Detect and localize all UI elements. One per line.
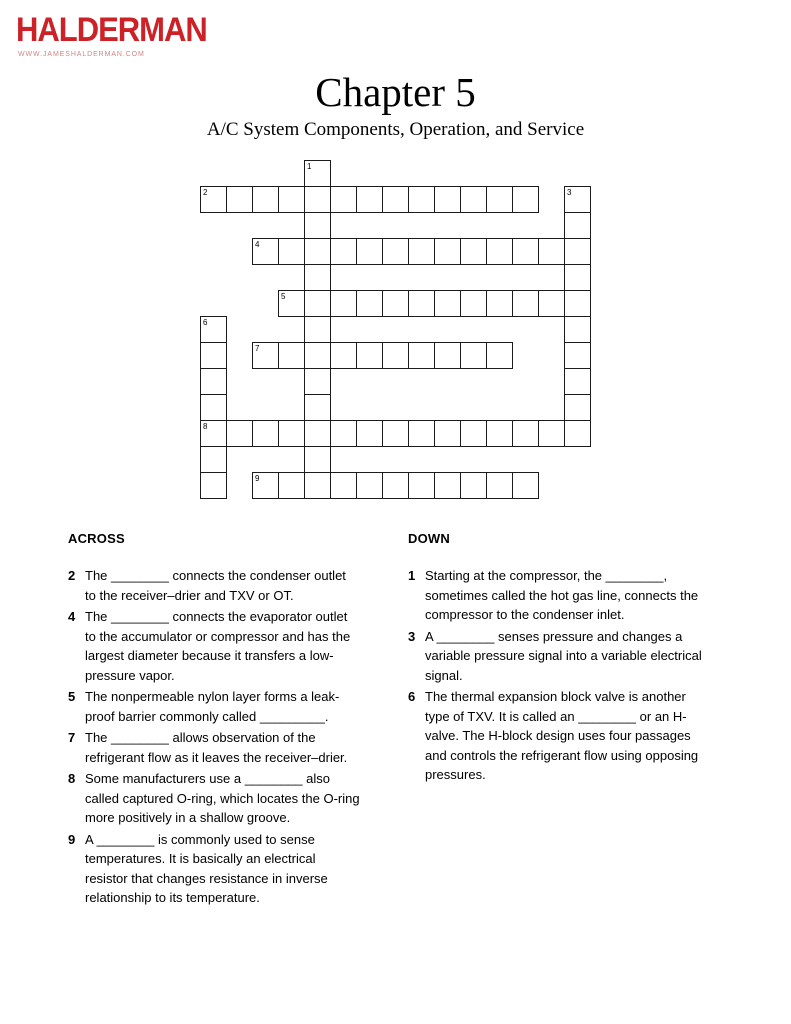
clue-text: The ________ connects the condenser outlet to the receiver–drier and TXV or OT. — [85, 568, 346, 603]
cell-number: 3 — [567, 188, 572, 197]
grid-cell — [278, 472, 305, 499]
clue-item-down-1 — [408, 566, 706, 625]
crossword-grid — [200, 160, 593, 501]
grid-cell — [486, 238, 513, 265]
grid-cell — [356, 238, 383, 265]
cell-number: 5 — [281, 292, 286, 301]
grid-cell — [226, 420, 253, 447]
clue-item-across-4 — [68, 607, 360, 685]
grid-cell — [434, 290, 461, 317]
grid-cell — [434, 342, 461, 369]
grid-cell — [252, 472, 279, 499]
grid-cell — [486, 290, 513, 317]
grid-cell — [356, 472, 383, 499]
grid-cell — [460, 238, 487, 265]
clue-text: A ________ is commonly used to sense temperatures. It is basically an electrical resistor that changes resistance in inverse relationship to its temperature. — [85, 831, 328, 905]
grid-cell — [330, 290, 357, 317]
grid-cell — [564, 420, 591, 447]
grid-cell — [408, 186, 435, 213]
clue-number: 3 — [408, 628, 416, 644]
grid-cell — [460, 290, 487, 317]
grid-cell — [564, 212, 591, 239]
grid-cell — [564, 368, 591, 395]
page-subtitle: A/C System Components, Operation, and Service — [206, 119, 585, 140]
clue-text: The thermal expansion block valve is another type of TXV. It is called an ________ or an H-valve. The H-block design uses four passages and controls the refrigerant flow using opposing pressures. — [425, 689, 699, 782]
grid-cell — [382, 290, 409, 317]
grid-cell — [564, 316, 591, 343]
clue-item-down-6 — [408, 687, 706, 785]
grid-cell — [330, 472, 357, 499]
clue-number: 2 — [68, 568, 76, 583]
grid-cell — [252, 420, 279, 447]
grid-cell — [304, 186, 331, 213]
grid-cell — [538, 238, 565, 265]
grid-cell — [330, 238, 357, 265]
grid-cell — [304, 160, 331, 187]
clue-item-across-7 — [68, 728, 360, 767]
grid-cell — [564, 238, 591, 265]
grid-cell — [434, 420, 461, 447]
grid-cell — [512, 472, 539, 499]
cell-number: 4 — [255, 240, 260, 249]
grid-cell — [408, 290, 435, 317]
grid-cell — [304, 238, 331, 265]
clue-text: The ________ connects the evaporator outlet to the accumulator or compressor and has the largest diameter because it transfers a low-pressure vapor. — [85, 609, 351, 683]
clue-text: Starting at the compressor, the ________, sometimes called the hot gas line, connects the compressor to the condenser inlet. — [425, 568, 699, 622]
grid-cell — [356, 186, 383, 213]
grid-cell — [564, 342, 591, 369]
grid-cell — [564, 264, 591, 291]
grid-cell — [200, 186, 227, 213]
grid-cell — [304, 394, 331, 421]
grid-cell — [382, 420, 409, 447]
clue-number: 1 — [408, 568, 416, 583]
cell-number: 8 — [203, 422, 208, 431]
clue-item-down-3 — [408, 627, 706, 686]
grid-cell — [382, 186, 409, 213]
grid-cell — [252, 342, 279, 369]
clues-section — [68, 531, 706, 910]
cell-number: 9 — [255, 474, 260, 483]
down-header: DOWN — [408, 531, 450, 546]
brand-website: WWW.JAMESHALDERMAN.COM — [18, 51, 145, 58]
grid-cell — [512, 238, 539, 265]
cell-number: 6 — [203, 318, 208, 327]
grid-cell — [330, 420, 357, 447]
grid-cell — [564, 290, 591, 317]
grid-cell — [486, 186, 513, 213]
across-header: ACROSS — [68, 531, 125, 546]
halderman-logo — [16, 9, 207, 58]
clue-number: 6 — [408, 689, 416, 704]
grid-cell — [356, 420, 383, 447]
grid-cell — [252, 186, 279, 213]
grid-cell — [356, 342, 383, 369]
grid-cell — [200, 446, 227, 473]
grid-cell — [538, 420, 565, 447]
across-clues — [68, 531, 360, 910]
clue-text: Some manufacturers use a ________ also called captured O-ring, which locates the O-ring more positively in a shallow groove. — [85, 771, 360, 825]
grid-cell — [278, 342, 305, 369]
grid-cell — [278, 238, 305, 265]
grid-cell — [434, 472, 461, 499]
clue-item-across-2 — [68, 566, 360, 605]
cell-number: 1 — [307, 162, 312, 171]
grid-cell — [408, 472, 435, 499]
brand-name: HALDERMAN — [16, 9, 207, 49]
cell-number: 7 — [255, 344, 260, 353]
grid-cell — [564, 394, 591, 421]
grid-cell — [278, 420, 305, 447]
cell-number: 2 — [203, 188, 208, 197]
grid-cell — [304, 342, 331, 369]
clue-number: 5 — [68, 689, 76, 704]
grid-cell — [304, 446, 331, 473]
grid-cell — [434, 186, 461, 213]
clue-text: The ________ allows observation of the refrigerant flow as it leaves the receiver–drier. — [85, 730, 348, 765]
grid-cell — [304, 212, 331, 239]
grid-cell — [486, 420, 513, 447]
grid-cell — [304, 264, 331, 291]
clue-number: 9 — [68, 831, 76, 847]
grid-cell — [486, 472, 513, 499]
grid-cell — [538, 290, 565, 317]
grid-cell — [512, 290, 539, 317]
grid-cell — [304, 420, 331, 447]
grid-cell — [200, 394, 227, 421]
grid-cell — [408, 342, 435, 369]
grid-cell — [512, 186, 539, 213]
grid-cell — [460, 420, 487, 447]
grid-cell — [382, 472, 409, 499]
grid-cell — [304, 368, 331, 395]
grid-cell — [382, 238, 409, 265]
grid-cell — [486, 342, 513, 369]
grid-cell — [356, 290, 383, 317]
clue-text: A ________ senses pressure and changes a variable pressure signal into a variable electrical signal. — [425, 628, 702, 683]
grid-cell — [460, 342, 487, 369]
grid-cell — [408, 238, 435, 265]
grid-cell — [200, 472, 227, 499]
grid-cell — [382, 342, 409, 369]
grid-cell — [278, 290, 305, 317]
clue-number: 7 — [68, 730, 76, 745]
clue-number: 8 — [68, 771, 76, 786]
grid-cell — [252, 238, 279, 265]
grid-cell — [460, 186, 487, 213]
clue-item-across-8 — [68, 769, 360, 828]
down-clues — [408, 531, 706, 910]
grid-cell — [304, 316, 331, 343]
grid-cell — [226, 186, 253, 213]
grid-cell — [512, 420, 539, 447]
grid-cell — [434, 238, 461, 265]
grid-cell — [304, 290, 331, 317]
grid-cell — [200, 342, 227, 369]
grid-cell — [330, 186, 357, 213]
clue-item-across-9 — [68, 830, 360, 908]
grid-cell — [408, 420, 435, 447]
grid-cell — [200, 420, 227, 447]
clue-number: 4 — [68, 609, 76, 624]
grid-cell — [330, 342, 357, 369]
grid-cell — [278, 186, 305, 213]
grid-cell — [200, 368, 227, 395]
grid-cell — [200, 316, 227, 343]
grid-cell — [304, 472, 331, 499]
grid-cell — [460, 472, 487, 499]
clue-text: The nonpermeable nylon layer forms a leak-proof barrier commonly called _________. — [85, 689, 340, 724]
grid-cell — [564, 186, 591, 213]
page-title: Chapter 5 — [315, 69, 476, 115]
clue-item-across-5 — [68, 687, 360, 726]
